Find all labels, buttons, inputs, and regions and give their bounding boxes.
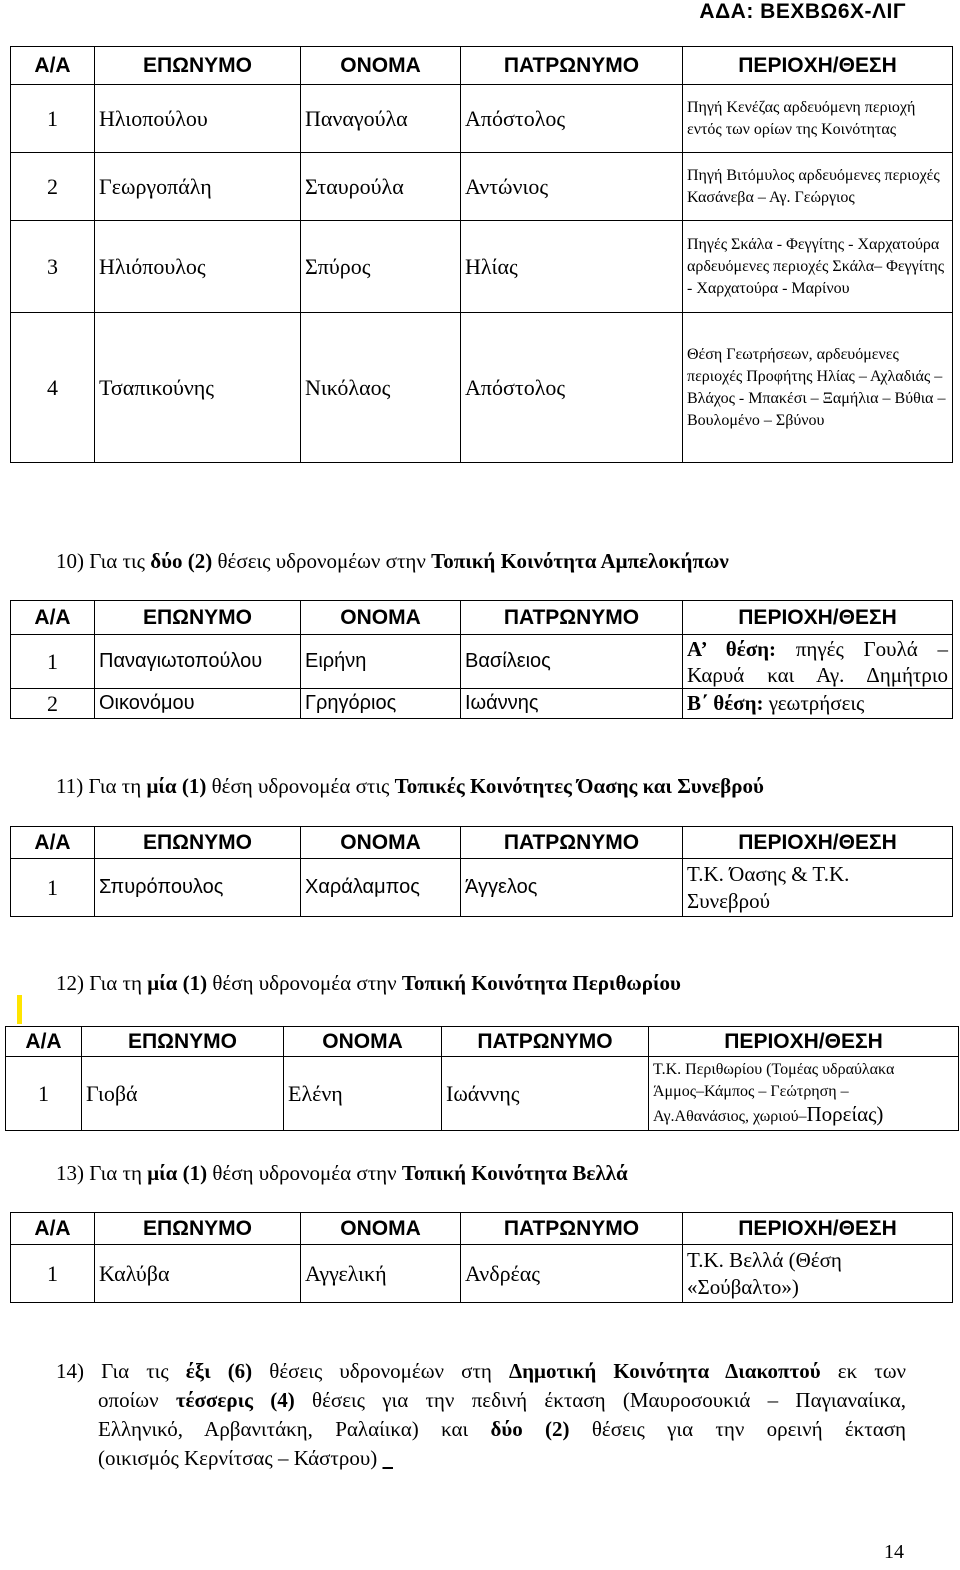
area-bold: Β΄ θέση:	[687, 691, 764, 715]
table-row	[11, 313, 953, 463]
header-aa: Α/Α	[11, 827, 95, 859]
cell-father: Βασίλειος	[461, 635, 683, 689]
cell-aa: 1	[11, 635, 95, 689]
header-surname: ΕΠΩΝΥΜΟ	[95, 47, 301, 85]
cell-surname: Καλύβα	[95, 1245, 301, 1303]
cell-father: Άγγελος	[461, 859, 683, 917]
cell-name: Παναγούλα	[301, 85, 461, 153]
bold-text: δύο (2)	[490, 1417, 570, 1441]
table-row	[11, 221, 953, 313]
table-section-13	[10, 1212, 953, 1303]
header-aa: Α/Α	[6, 1027, 82, 1057]
bold-text: τέσσερις (4)	[175, 1388, 295, 1412]
table-header-row	[11, 827, 953, 859]
paragraph-line	[56, 1386, 906, 1415]
cell-surname: Ηλιόπουλος	[95, 221, 301, 313]
table-section-11	[10, 826, 953, 917]
cell-aa: 2	[11, 689, 95, 719]
cell-area	[683, 689, 953, 719]
table-row	[11, 635, 953, 689]
cell-area: Θέση Γεωτρήσεων, αρδευόμενες περιοχές Προφήτης Ηλίας – Αχλαδιάς – Βλάχος - Μπακέσι – Ξαμήλια – Βύθια – Βουλομένο – Σβύνου	[683, 313, 953, 463]
area-text: πηγές Γουλά – Καρυά και Αγ. Δημήτριο	[687, 636, 948, 687]
cell-name: Σπύρος	[301, 221, 461, 313]
header-aa: Α/Α	[11, 601, 95, 635]
text: 14) Για τις	[56, 1359, 186, 1383]
header-name: ΟΝΟΜΑ	[301, 601, 461, 635]
section-14-paragraph	[56, 1357, 906, 1473]
text: θέσεις υδρονομέων στη	[252, 1359, 509, 1383]
text: εκ των	[820, 1359, 907, 1383]
heading-bold-count: μία (1)	[147, 1161, 208, 1185]
page-number: 14	[884, 1541, 904, 1563]
header-father: ΠΑΤΡΩΝΥΜΟ	[461, 601, 683, 635]
cell-father: Ιωάννης	[442, 1057, 649, 1131]
text: θέσεις για την ορεινή έκταση	[569, 1417, 907, 1441]
header-surname: ΕΠΩΝΥΜΟ	[95, 601, 301, 635]
cell-name: Σταυρούλα	[301, 153, 461, 221]
heading-bold-community: Τοπική Κοινότητα Αμπελοκήπων	[431, 549, 729, 573]
text: Ελληνικό, Αρβανιτάκη, Ραλαίικα) και	[98, 1417, 491, 1441]
heading-text: θέση υδρονομέα στις	[206, 774, 395, 798]
cell-name: Γρηγόριος	[301, 689, 461, 719]
bold-text: Δημοτική Κοινότητα Διακοπτού	[508, 1359, 821, 1383]
heading-bold-community: Τοπική Κοινότητα Περιθωρίου	[401, 971, 681, 995]
heading-text: 12) Για τη	[56, 971, 148, 995]
header-area: ΠΕΡΙΟΧΗ/ΘΕΣΗ	[683, 1213, 953, 1245]
section-13-heading	[56, 1161, 628, 1186]
table-row	[11, 859, 953, 917]
header-name: ΟΝΟΜΑ	[284, 1027, 442, 1057]
cell-surname: Γεωργοπάλη	[95, 153, 301, 221]
cell-aa: 1	[11, 859, 95, 917]
table-header-row	[11, 601, 953, 635]
header-name: ΟΝΟΜΑ	[301, 1213, 461, 1245]
cell-area	[683, 635, 953, 689]
cell-aa: 1	[6, 1057, 82, 1131]
cell-father: Ιωάννης	[461, 689, 683, 719]
paragraph-line	[56, 1444, 906, 1473]
area-text-large: Πορείας)	[806, 1102, 884, 1126]
cell-surname: Οικονόμου	[95, 689, 301, 719]
table-row	[11, 85, 953, 153]
header-surname: ΕΠΩΝΥΜΟ	[95, 827, 301, 859]
cell-father: Ηλίας	[461, 221, 683, 313]
paragraph-line	[56, 1415, 906, 1444]
cell-area: Τ.Κ. Βελλά (Θέση «Σούβαλτο»)	[683, 1245, 953, 1303]
cell-name: Χαράλαμπος	[301, 859, 461, 917]
cell-surname: Παναγιωτοπούλου	[95, 635, 301, 689]
text: θέσεις για την πεδινή έκταση (Μαυροσουκιά – Παγιαναίικα,	[294, 1388, 906, 1412]
cell-aa: 4	[11, 313, 95, 463]
header-area: ΠΕΡΙΟΧΗ/ΘΕΣΗ	[683, 827, 953, 859]
cell-surname: Γιοβά	[82, 1057, 284, 1131]
heading-bold-count: μία (1)	[146, 774, 207, 798]
header-name: ΟΝΟΜΑ	[301, 47, 461, 85]
header-area: ΠΕΡΙΟΧΗ/ΘΕΣΗ	[683, 601, 953, 635]
heading-text: θέσεις υδρονομέων στην	[212, 549, 432, 573]
table-row	[11, 689, 953, 719]
heading-bold-count: δύο (2)	[150, 549, 213, 573]
heading-bold-community: Τοπική Κοινότητα Βελλά	[401, 1161, 628, 1185]
cell-name: Ειρήνη	[301, 635, 461, 689]
cell-area: Πηγή Κενέζας αρδευόμενη περιοχή εντός των ορίων της Κοινότητας	[683, 85, 953, 153]
area-text: γεωτρήσεις	[763, 691, 865, 715]
table-header-row	[6, 1027, 959, 1057]
header-area: ΠΕΡΙΟΧΗ/ΘΕΣΗ	[683, 47, 953, 85]
paragraph-line	[56, 1357, 906, 1386]
cell-aa: 1	[11, 85, 95, 153]
area-text: Αγ.Αθανάσιος, χωριού–	[653, 1108, 807, 1125]
cell-aa: 1	[11, 1245, 95, 1303]
header-father: ΠΑΤΡΩΝΥΜΟ	[442, 1027, 649, 1057]
heading-text: θέση υδρονομέα στην	[207, 1161, 402, 1185]
header-father: ΠΑΤΡΩΝΥΜΟ	[461, 827, 683, 859]
heading-bold-community: Τοπικές Κοινότητες Όασης και Συνεβρού	[394, 774, 764, 798]
cell-father: Απόστολος	[461, 85, 683, 153]
header-aa: Α/Α	[11, 1213, 95, 1245]
cell-surname: Τσαπικούνης	[95, 313, 301, 463]
ada-code: ΑΔΑ: ΒΕΧΒΩ6Χ-ΛΙΓ	[699, 0, 906, 23]
area-bold: Α’ θέση:	[687, 636, 777, 661]
cell-area: Πηγή Βιτόμυλος αρδευόμενες περιοχές Κασάνεβα – Αγ. Γεώργιος	[683, 153, 953, 221]
table-section-12	[5, 1026, 959, 1131]
cell-father: Αντώνιος	[461, 153, 683, 221]
table-row	[11, 153, 953, 221]
text: οποίων	[98, 1388, 176, 1412]
area-line	[653, 1103, 954, 1128]
table-section-10	[10, 600, 953, 719]
cell-area: Τ.Κ. Όασης & Τ.Κ. Συνεβρού	[683, 859, 953, 917]
underline-space	[382, 1446, 393, 1470]
area-line: Τ.Κ. Περιθωρίου (Τομέας υδραύλακα	[653, 1061, 895, 1078]
cell-area: Πηγές Σκάλα - Φεγγίτης - Χαρχατούρα αρδευόμενες περιοχές Σκάλα– Φεγγίτης - Χαρχατούρα - Μαρίνου	[683, 221, 953, 313]
highlight-mark	[17, 995, 22, 1024]
section-12-heading	[56, 971, 681, 996]
section-10-heading	[56, 549, 729, 574]
header-name: ΟΝΟΜΑ	[301, 827, 461, 859]
cell-aa: 2	[11, 153, 95, 221]
heading-text: 13) Για τη	[56, 1161, 148, 1185]
bold-text: έξι (6)	[185, 1359, 253, 1383]
header-surname: ΕΠΩΝΥΜΟ	[82, 1027, 284, 1057]
heading-text: θέση υδρονομέα στην	[207, 971, 402, 995]
cell-father: Απόστολος	[461, 313, 683, 463]
cell-surname: Ηλιοπούλου	[95, 85, 301, 153]
heading-bold-count: μία (1)	[147, 971, 208, 995]
heading-text: 10) Για τις	[56, 549, 151, 573]
cell-area	[649, 1057, 959, 1131]
table-header-row	[11, 1213, 953, 1245]
cell-surname: Σπυρόπουλος	[95, 859, 301, 917]
header-father: ΠΑΤΡΩΝΥΜΟ	[461, 1213, 683, 1245]
section-11-heading	[56, 774, 764, 799]
cell-name: Αγγελική	[301, 1245, 461, 1303]
table-row	[11, 1245, 953, 1303]
header-father: ΠΑΤΡΩΝΥΜΟ	[461, 47, 683, 85]
header-area: ΠΕΡΙΟΧΗ/ΘΕΣΗ	[649, 1027, 959, 1057]
cell-name: Ελένη	[284, 1057, 442, 1131]
table-positions-1	[10, 46, 953, 463]
cell-name: Νικόλαος	[301, 313, 461, 463]
table-header-row	[11, 47, 953, 85]
table-row	[6, 1057, 959, 1131]
header-surname: ΕΠΩΝΥΜΟ	[95, 1213, 301, 1245]
cell-father: Ανδρέας	[461, 1245, 683, 1303]
text: (οικισμός Κερνίτσας – Κάστρου)	[98, 1446, 383, 1470]
cell-aa: 3	[11, 221, 95, 313]
area-line: Άμμος–Κάμπος – Γεώτρηση –	[653, 1083, 849, 1100]
heading-text: 11) Για τη	[56, 774, 147, 798]
header-aa: Α/Α	[11, 47, 95, 85]
